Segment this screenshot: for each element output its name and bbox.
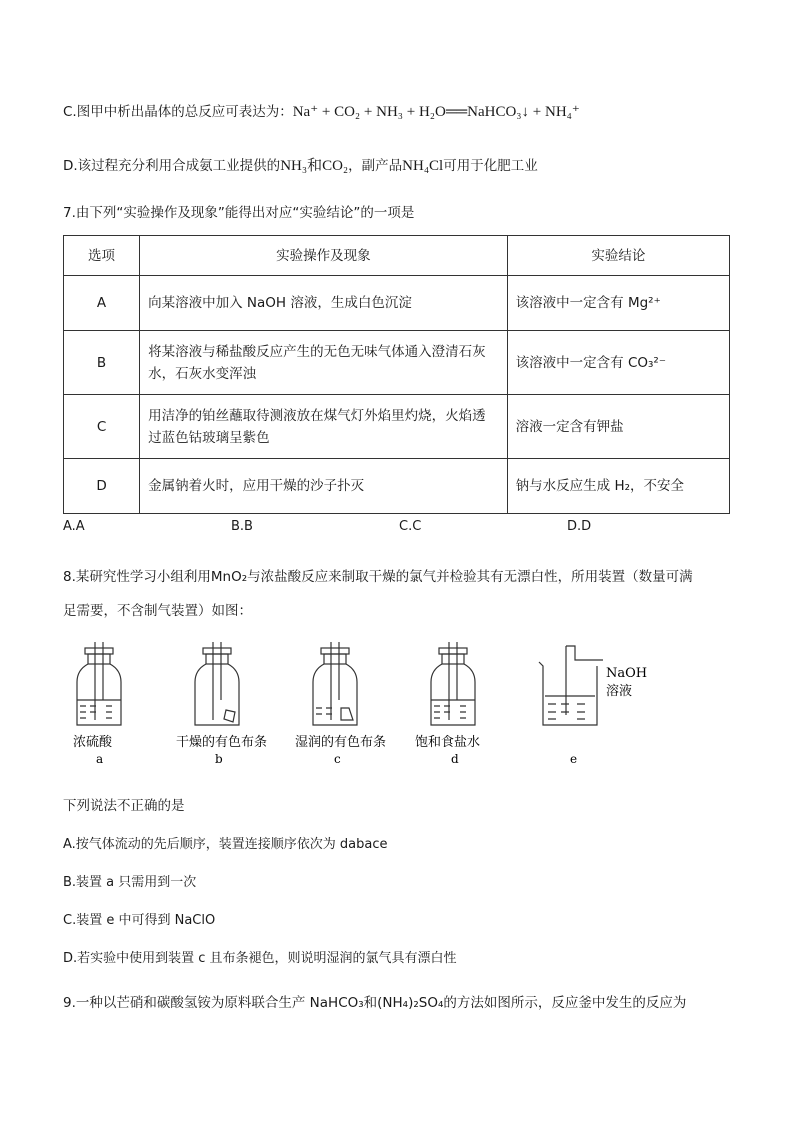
q8-stem-line2: 足需要，不含制气装置）如图：	[63, 603, 252, 619]
choice-a[interactable]: A.A	[63, 519, 85, 534]
q8-option-c[interactable]: C.装置 e 中可得到 NaClO	[63, 913, 216, 928]
header-option: 选项	[64, 236, 140, 276]
choice-c[interactable]: C.C	[399, 519, 422, 534]
table-row: D 金属钠着火时，应用干燥的沙子扑灭 钠与水反应生成 H₂，不安全	[64, 459, 730, 514]
q6-option-d: D.该过程充分利用合成氨工业提供的NH₃和CO₂，副产品NH₄Cl可用于化肥工业	[63, 158, 538, 174]
apparatus-figure	[63, 640, 653, 774]
q8-ask: 下列说法不正确的是	[63, 798, 185, 814]
q8-option-d[interactable]: D.若实验中使用到装置 c 且布条褪色，则说明湿润的氯气具有漂白性	[63, 951, 457, 966]
label-c: 湿润的有色布条	[295, 735, 387, 750]
naoh-label-2: 溶液	[606, 684, 633, 699]
letter-d: d	[451, 752, 459, 766]
label-a: 浓硫酸	[73, 735, 113, 750]
label-b: 干燥的有色布条	[176, 735, 268, 750]
q7-table	[63, 235, 730, 514]
letter-e: e	[570, 752, 578, 766]
bottle-a	[77, 642, 121, 725]
label-d: 饱和食盐水	[415, 735, 481, 750]
q6-c-equation-left: Na⁺ + CO₂ + NH₃ + H₂O	[292, 104, 446, 120]
q6-c-equation-arrow: ══	[445, 104, 468, 120]
q6-option-c: C.图甲中析出晶体的总反应可表达为：Na⁺ + CO₂ + NH₃ + H₂O══NaHCO₃↓ + NH₄⁺	[63, 104, 580, 120]
q6-c-equation-right: NaHCO₃↓ + NH₄⁺	[467, 104, 580, 120]
header-operation: 实验操作及现象	[140, 236, 508, 276]
bottle-d	[431, 642, 475, 725]
bottle-b	[195, 642, 239, 725]
q8-option-b[interactable]: B.装置 a 只需用到一次	[63, 875, 197, 890]
q7-stem: 7.由下列“实验操作及现象”能得出对应“实验结论”的一项是	[63, 205, 415, 221]
table-row: B 将某溶液与稀盐酸反应产生的无色无味气体通入澄清石灰水，石灰水变浑浊 该溶液中一定含有 CO₃²⁻	[64, 331, 730, 395]
q9-stem: 9.一种以芒硝和碳酸氢铵为原料联合生产 NaHCO₃和(NH₄)₂SO₄的方法如图所示，反应釜中发生的反应为	[63, 995, 687, 1011]
naoh-label: NaOH	[606, 666, 648, 681]
q8-stem-line1: 8.某研究性学习小组利用MnO₂与浓盐酸反应来制取干燥的氯气并检验其有无漂白性，所用装置（数量可满	[63, 569, 693, 585]
apparatus-svg	[63, 640, 653, 770]
header-conclusion: 实验结论	[507, 236, 729, 276]
table-header-row	[64, 236, 730, 276]
bottle-c	[313, 642, 357, 725]
beaker-e	[539, 646, 603, 725]
table-row: C 用洁净的铂丝蘸取待测液放在煤气灯外焰里灼烧，火焰透过蓝色钴玻璃呈紫色 溶液一定含有钾盐	[64, 395, 730, 459]
q8-option-a[interactable]: A.按气体流动的先后顺序，装置连接顺序依次为 dabace	[63, 837, 388, 852]
table-row: A 向某溶液中加入 NaOH 溶液，生成白色沉淀 该溶液中一定含有 Mg²⁺	[64, 276, 730, 331]
letter-a: a	[96, 752, 104, 766]
choice-b[interactable]: B.B	[231, 519, 253, 534]
letter-c: c	[334, 752, 341, 766]
choice-d[interactable]: D.D	[567, 519, 592, 534]
letter-b: b	[215, 752, 223, 766]
